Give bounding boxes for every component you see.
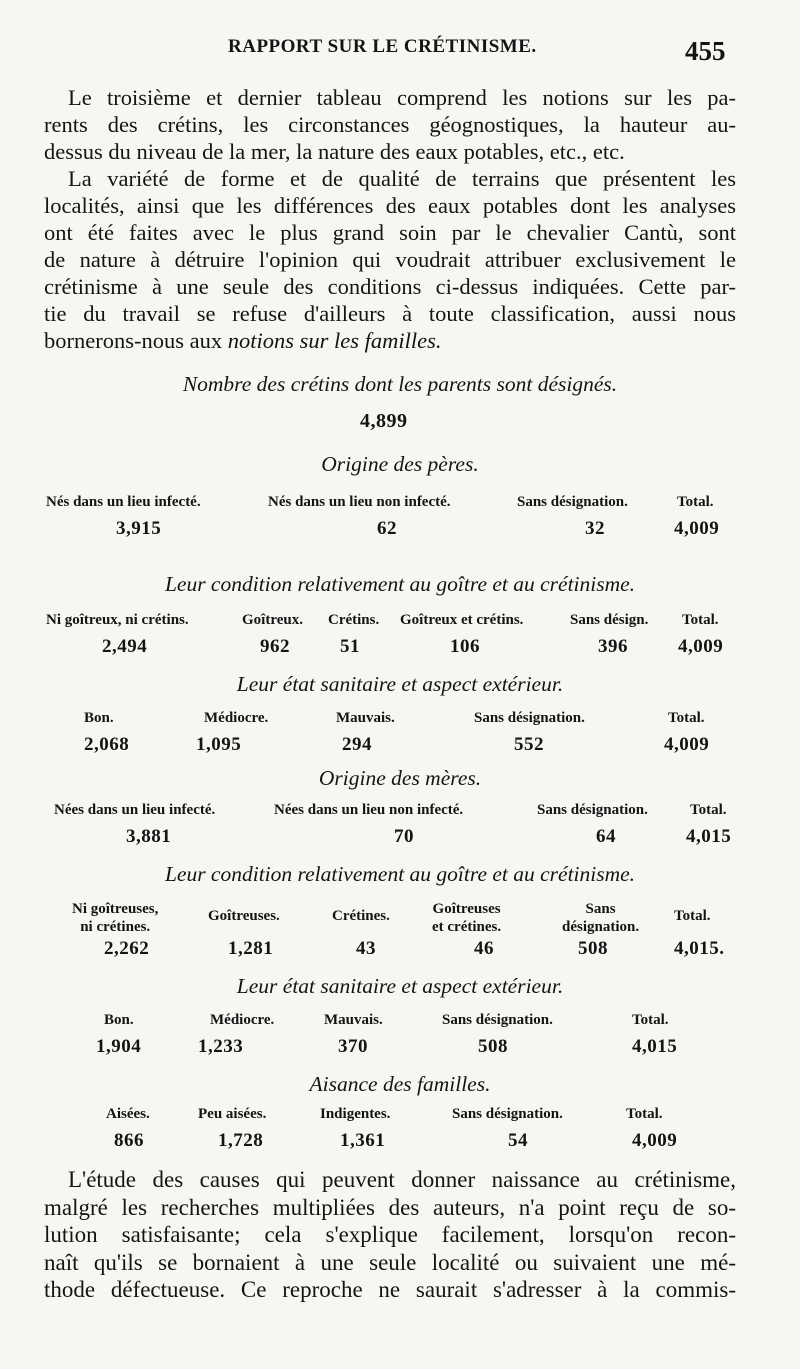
col-header: Total. — [682, 612, 719, 628]
cell-value: 32 — [585, 518, 605, 539]
col-header: Mauvais. — [324, 1012, 383, 1028]
cell-value: 4,015. — [674, 938, 725, 959]
grand-total: 4,899 — [360, 410, 408, 432]
cell-value: 3,915 — [116, 518, 162, 539]
col-header: Peu aisées. — [198, 1106, 267, 1122]
text-line — [44, 327, 736, 354]
running-title: RAPPORT SUR LE CRÉTINISME. — [228, 36, 537, 57]
cell-value: 62 — [377, 518, 397, 539]
text-line: ont été faites avec le plus grand soin par le chevalier Cantù, sont — [44, 220, 736, 245]
text-line: naît qu'ils se bornaient à une seule localité ou suivaient une mé- — [44, 1249, 736, 1275]
col-header: Sans désignation. — [452, 1106, 563, 1122]
section-title-condition-meres: Leur condition relativement au goître et au crétinisme. — [164, 862, 636, 886]
cell-value: 54 — [508, 1130, 528, 1151]
col-header: Nés dans un lieu infecté. — [46, 494, 201, 510]
text-line: La variété de forme et de qualité de terrains que présentent les — [68, 166, 736, 191]
col-header: Bon. — [84, 710, 114, 726]
text-line: localités, ainsi que les différences des eaux potables dont les analyses — [44, 193, 736, 218]
col-header: Goîtreuses. — [208, 908, 280, 924]
cell-value: 1,095 — [196, 734, 242, 755]
text-line: thode défectueuse. Ce reproche ne saurait s'adresser à la commis- — [44, 1277, 736, 1302]
col-header: Médiocre. — [204, 710, 269, 726]
cell-value: 2,262 — [104, 938, 150, 959]
cell-value: 866 — [114, 1130, 144, 1151]
cell-value: 294 — [342, 734, 372, 755]
col-header: Bon. — [104, 1012, 134, 1028]
italic-phrase: notions sur les familles. — [227, 328, 442, 353]
section-title-meres: Origine des mères. — [318, 766, 482, 790]
col-header: Sans désignation. — [474, 710, 585, 726]
cell-value: 3,881 — [126, 826, 172, 847]
cell-value: 1,281 — [228, 938, 274, 959]
col-header: Nées dans un lieu infecté. — [54, 802, 216, 818]
closing-paragraph — [44, 1166, 736, 1304]
section-title-aisance: Aisance des familles. — [309, 1072, 491, 1096]
cell-value: 70 — [394, 826, 414, 847]
cell-value: 508 — [478, 1036, 508, 1057]
cell-value: 46 — [474, 938, 494, 959]
cell-value: 2,068 — [84, 734, 130, 755]
col-header: Médiocre. — [210, 1012, 275, 1028]
col-header: Mauvais. — [336, 710, 395, 726]
col-header: Nés dans un lieu non infecté. — [268, 494, 451, 510]
col-header: Total. — [668, 710, 705, 726]
section-title-etat-peres: Leur état sanitaire et aspect extérieur. — [236, 672, 564, 696]
cell-value: 4,009 — [632, 1130, 678, 1151]
cell-value: 43 — [356, 938, 376, 959]
text-line: tie du travail se refuse d'ailleurs à toute classification, aussi nous — [44, 301, 736, 326]
cell-value: 4,009 — [678, 636, 724, 657]
col-header: Total. — [626, 1106, 663, 1122]
cell-value: 106 — [450, 636, 480, 657]
col-header: Goîtreux et crétins. — [400, 612, 524, 628]
text-line: lution satisfaisante; cela s'explique facilement, lorsqu'on recon- — [44, 1222, 736, 1247]
col-header: Total. — [674, 908, 711, 924]
cell-value: 64 — [596, 826, 616, 847]
col-header: Nées dans un lieu non infecté. — [274, 802, 464, 818]
col-header — [562, 900, 639, 936]
col-header: Total. — [632, 1012, 669, 1028]
col-header: Total. — [690, 802, 727, 818]
text-line: malgré les recherches multipliées des auteurs, n'a point reçu de so- — [44, 1194, 736, 1220]
col-header: Sans désignation. — [442, 1012, 553, 1028]
page-number: 455 — [685, 36, 726, 66]
section-title-etat-meres: Leur état sanitaire et aspect extérieur. — [236, 974, 564, 998]
cell-value: 552 — [514, 734, 544, 755]
cell-value: 4,009 — [664, 734, 710, 755]
cell-value: 1,233 — [198, 1036, 244, 1057]
col-header — [432, 900, 501, 936]
table-title: Nombre des crétins dont les parents sont désignés. — [182, 372, 618, 396]
col-header-line: ni crétines. — [80, 919, 151, 935]
cell-value: 51 — [340, 636, 360, 657]
section-title-peres: Origine des pères. — [321, 452, 479, 476]
col-header: Aisées. — [106, 1106, 150, 1122]
col-header-line: Sans — [585, 901, 616, 917]
col-header: Total. — [677, 494, 714, 510]
col-header — [72, 900, 158, 936]
intro-paragraph — [44, 84, 736, 354]
text-line: dessus du niveau de la mer, la nature des eaux potables, etc., etc. — [44, 139, 625, 164]
col-header: Sans désign. — [570, 612, 649, 628]
text-line: rents des crétins, les circonstances géognostiques, la hauteur au- — [44, 112, 736, 137]
col-header-line: Ni goîtreuses, — [72, 901, 159, 917]
text-line: L'étude des causes qui peuvent donner naissance au crétinisme, — [68, 1167, 736, 1192]
cell-value: 962 — [260, 636, 290, 657]
col-header: Sans désignation. — [517, 494, 628, 510]
col-header-line: Goîtreuses — [432, 901, 501, 917]
section-title-condition-peres: Leur condition relativement au goître et au crétinisme. — [164, 572, 636, 596]
col-header: Goîtreux. — [242, 612, 303, 628]
cell-value: 370 — [338, 1036, 368, 1057]
cell-value: 4,015 — [632, 1036, 678, 1057]
col-header: Ni goîtreux, ni crétins. — [46, 612, 189, 628]
cell-value: 396 — [598, 636, 628, 657]
text-line: crétinisme à une seule des conditions ci-dessus indiquées. Cette par- — [44, 274, 736, 299]
cell-value: 508 — [578, 938, 608, 959]
col-header-line: et crétines. — [432, 919, 502, 935]
col-header: Crétins. — [328, 612, 380, 628]
text-line: de nature à détruire l'opinion qui voudrait attribuer exclusivement le — [44, 247, 736, 272]
col-header: Crétines. — [332, 908, 390, 924]
col-header-line: désignation. — [562, 919, 640, 935]
cell-value: 4,015 — [686, 826, 732, 847]
cell-value: 2,494 — [102, 636, 148, 657]
col-header: Sans désignation. — [537, 802, 648, 818]
col-header: Indigentes. — [320, 1106, 391, 1122]
cell-value: 4,009 — [674, 518, 720, 539]
text-line: Le troisième et dernier tableau comprend les notions sur les pa- — [68, 85, 736, 110]
text-line-prefix: bornerons-nous aux — [44, 328, 228, 353]
cell-value: 1,361 — [340, 1130, 386, 1151]
cell-value: 1,904 — [96, 1036, 142, 1057]
cell-value: 1,728 — [218, 1130, 264, 1151]
